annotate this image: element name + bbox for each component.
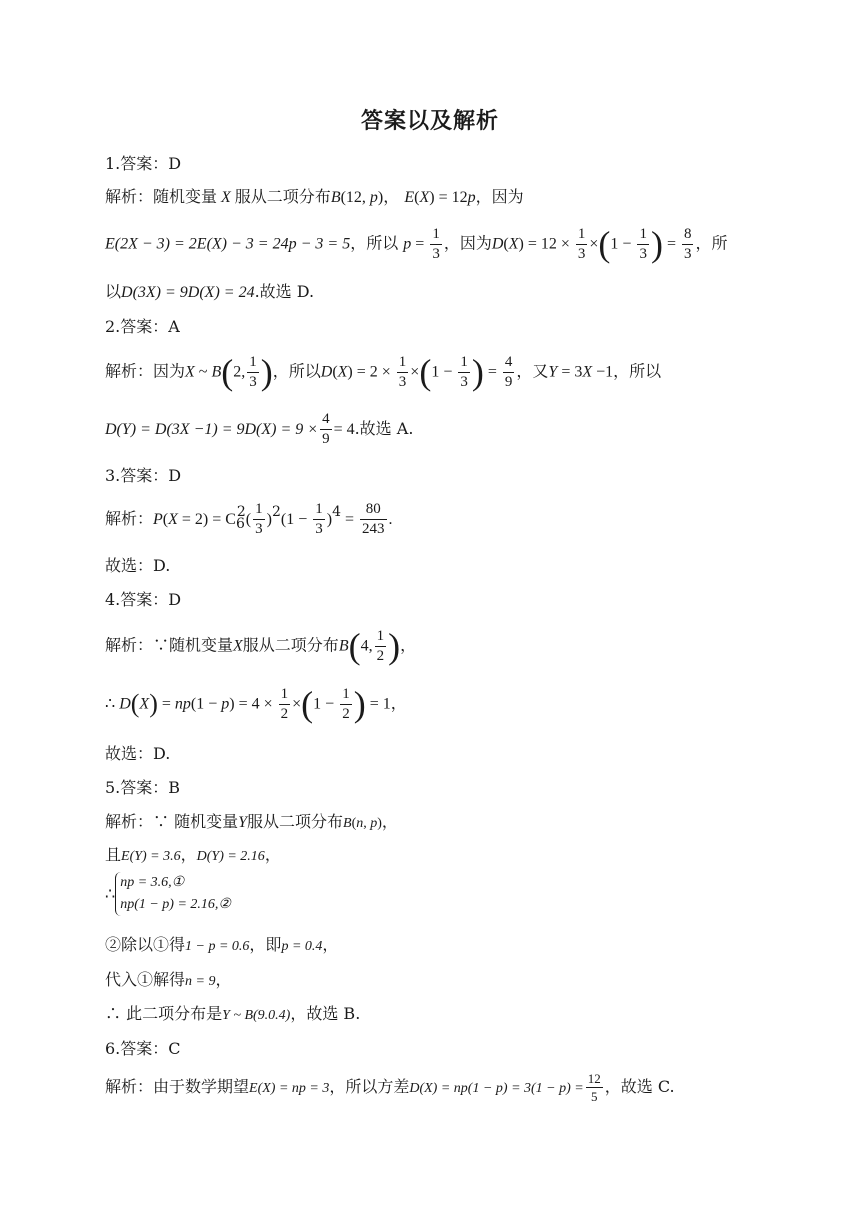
q5-line-6: ∴ 此二项分布是Y ~ B(9.0.4)，故选 B. <box>105 1004 361 1023</box>
q1-line-1: 解析：随机变量 X 服从二项分布B(12, p)， E(X) = 12p，因为 <box>105 187 524 206</box>
page-title: 答案以及解析 <box>360 108 499 134</box>
q6-line-1: 解析：由于数学期望E(X) = np = 3，所以方差D(X) = np(1 − p) = 3(1 − p) = $\frac{12}{5}$ ，故选 C. <box>105 1071 675 1104</box>
q5-line-2: 且E(Y) = 3.6，D(Y) = 2.16， <box>105 845 281 864</box>
q4-line-1: 解析：∵随机变量X服从二项分布B(4, $\frac{1}{2}$ )， <box>105 626 417 666</box>
answer-4: 4.答案：D <box>105 590 182 609</box>
q5-system: ∴ np = 3.6,① np(1 − p) = 2.16,② <box>105 872 231 916</box>
q3-line-2: 故选：D. <box>105 556 171 575</box>
answer-1: 1.答案：D <box>105 154 182 173</box>
q4-line-3: 故选：D. <box>105 744 171 763</box>
q5-line-4: ②除以①得1 − p = 0.6，即p = 0.4， <box>105 935 339 954</box>
answer-5: 5.答案：B <box>105 778 181 797</box>
q4-line-2: ∴ D(X) = np(1 − p) = 4 × $\frac{1}{2}$ ×(1 − $\frac{1}{2}$ ) = 1， <box>105 684 407 724</box>
q5-line-5: 代入①解得n = 9， <box>105 970 232 989</box>
answer-3: 3.答案：D <box>105 466 182 485</box>
q3-line-1: 解析：P(X = 2) = C62( $\frac{1}{3}$ )2(1 − $\frac{1}{3}$ )4 = $\frac{80}{243}$ . <box>105 501 393 537</box>
q5-line-1: 解析：∵ 随机变量Y服从二项分布B(n, p)， <box>105 812 398 831</box>
answer-6: 6.答案：C <box>105 1039 181 1058</box>
q1-line-2: E(2X − 3) = 2E(X) − 3 = 24p − 3 = 5，所以 p = $\frac{1}{3}$ ，因为D(X) = 12 × $\frac{1}{3}$ ×(1 − $\frac{1}{3}$ ) = $\frac{8}{3}$ ，所 <box>105 224 728 264</box>
answer-2: 2.答案：A <box>105 317 180 336</box>
q2-line-1: 解析：因为X ~ B(2, $\frac{1}{3}$ )，所以D(X) = 2 × $\frac{1}{3}$ ×(1 − $\frac{1}{3}$ ) = $\frac{4}{9}$ ，又Y = 3X −1，所以 <box>105 352 662 392</box>
q2-line-2: D(Y) = D(3X −1) = 9D(X) = 9 × $\frac{4}{9}$ = 4.故选 A. <box>105 411 414 447</box>
q1-line-3: 以D(3X) = 9D(X) = 24.故选 D. <box>105 282 315 301</box>
